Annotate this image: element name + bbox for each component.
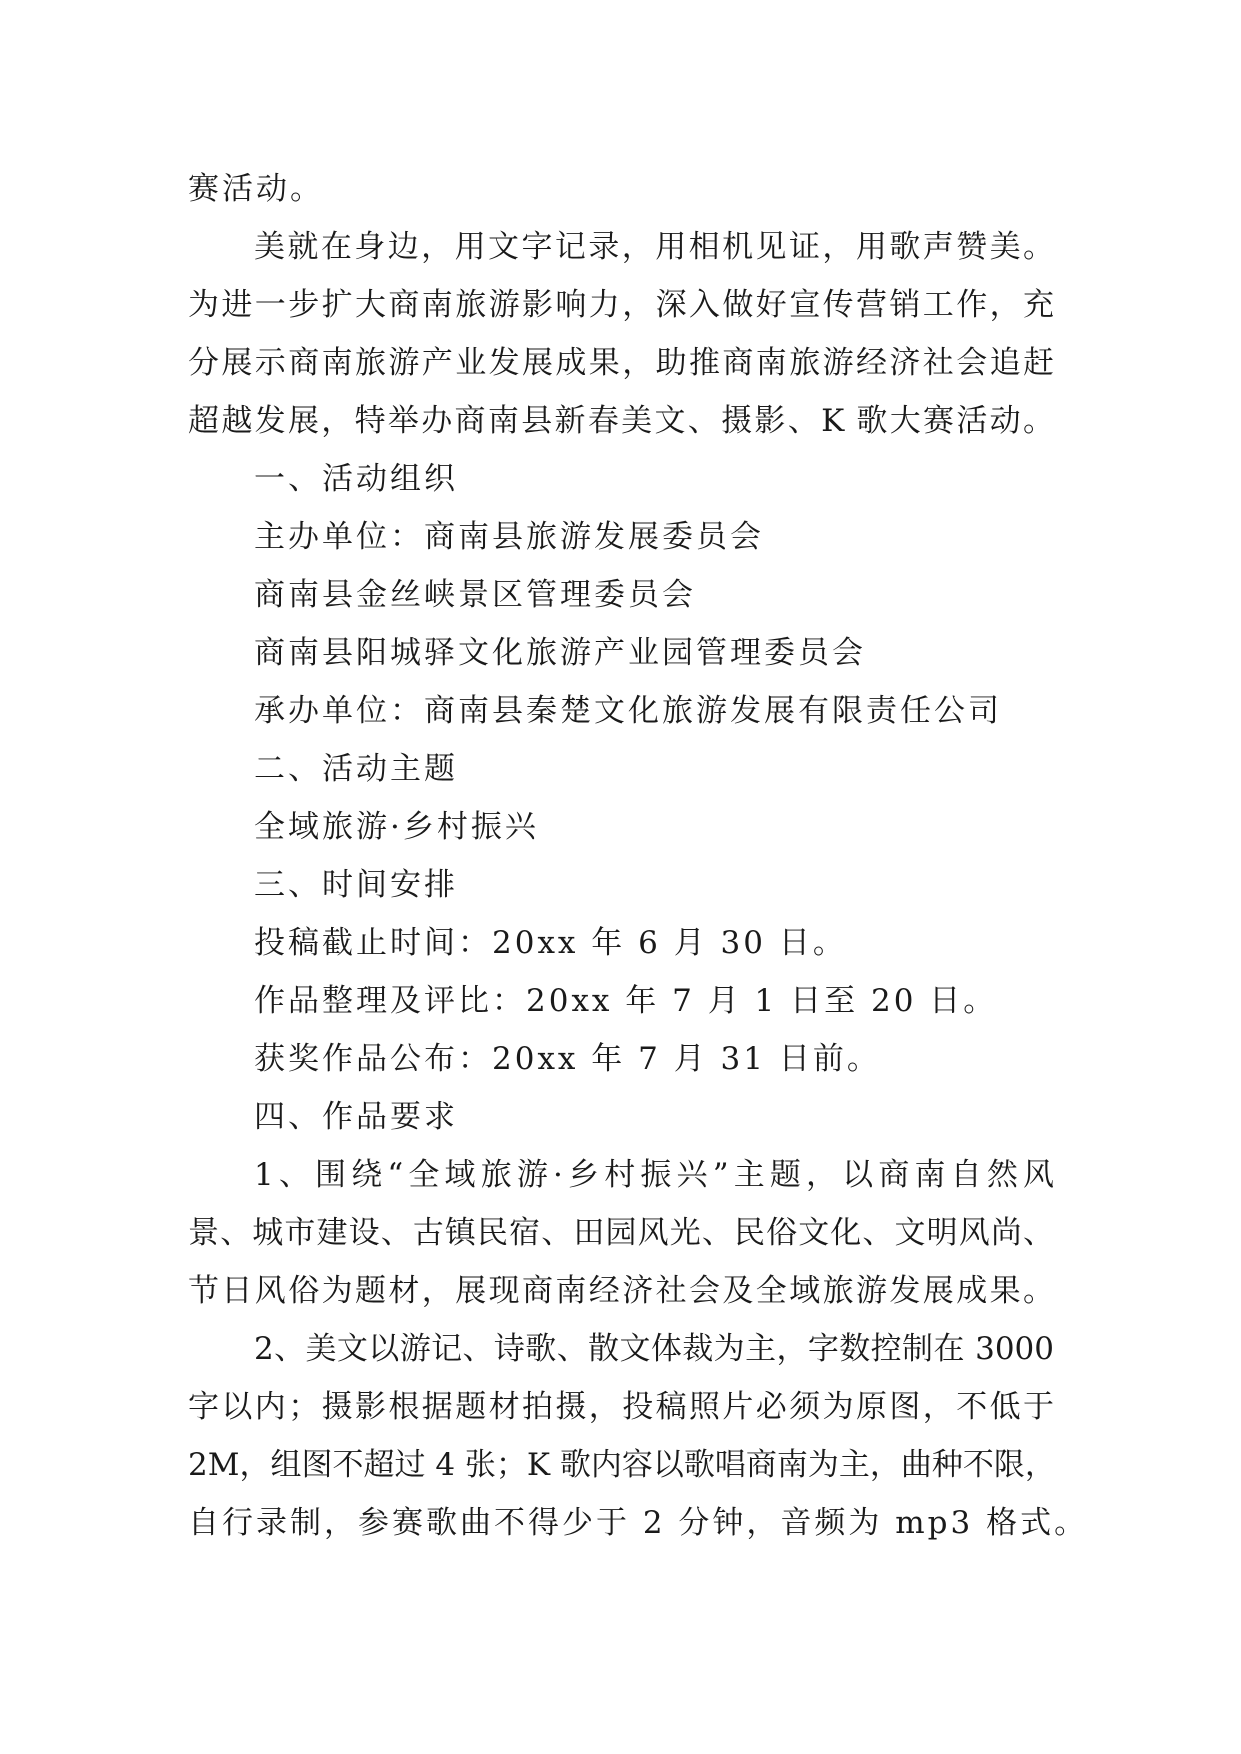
text-line: 商南县金丝峡景区管理委员会 — [254, 577, 696, 613]
text-line: 自行录制，参赛歌曲不得少于 2 分钟，音频为 mp3 格式。 — [188, 1505, 1089, 1541]
section-heading: 三、时间安排 — [254, 867, 458, 903]
text-line: 全域旅游·乡村振兴 — [254, 809, 539, 845]
text-line: 获奖作品公布：20xx 年 7 月 31 日前。 — [254, 1041, 881, 1077]
text-line: 1、围绕“全域旅游·乡村振兴”主题，以商南自然风 — [254, 1157, 1054, 1193]
text-line: 2M，组图不超过 4 张；K 歌内容以歌唱商南为主，曲种不限， — [188, 1447, 1056, 1483]
text-line: 主办单位：商南县旅游发展委员会 — [254, 519, 764, 555]
document-body — [188, 160, 1089, 1552]
text-line: 美就在身边，用文字记录，用相机见证，用歌声赞美。 — [254, 229, 1054, 265]
text-line: 承办单位：商南县秦楚文化旅游发展有限责任公司 — [254, 693, 1002, 729]
section-heading: 四、作品要求 — [254, 1099, 458, 1135]
text-line: 分展示商南旅游产业发展成果，助推商南旅游经济社会追赶 — [188, 345, 1054, 381]
section-heading: 二、活动主题 — [254, 751, 458, 787]
section-heading: 一、活动组织 — [254, 461, 458, 497]
text-line: 投稿截止时间：20xx 年 6 月 30 日。 — [254, 925, 847, 961]
text-line: 超越发展，特举办商南县新春美文、摄影、K 歌大赛活动。 — [188, 403, 1054, 439]
text-line: 2、美文以游记、诗歌、散文体裁为主，字数控制在 3000 — [254, 1331, 1054, 1367]
text-line: 景、城市建设、古镇民宿、田园风光、民俗文化、文明风尚、 — [188, 1215, 1054, 1251]
text-line: 赛活动。 — [188, 171, 324, 207]
text-line: 为进一步扩大商南旅游影响力，深入做好宣传营销工作，充 — [188, 287, 1054, 323]
text-line: 作品整理及评比：20xx 年 7 月 1 日至 20 日。 — [254, 983, 998, 1019]
text-line: 字以内；摄影根据题材拍摄，投稿照片必须为原图，不低于 — [188, 1389, 1054, 1425]
text-line: 商南县阳城驿文化旅游产业园管理委员会 — [254, 635, 866, 671]
text-line: 节日风俗为题材，展现商南经济社会及全域旅游发展成果。 — [188, 1273, 1054, 1309]
